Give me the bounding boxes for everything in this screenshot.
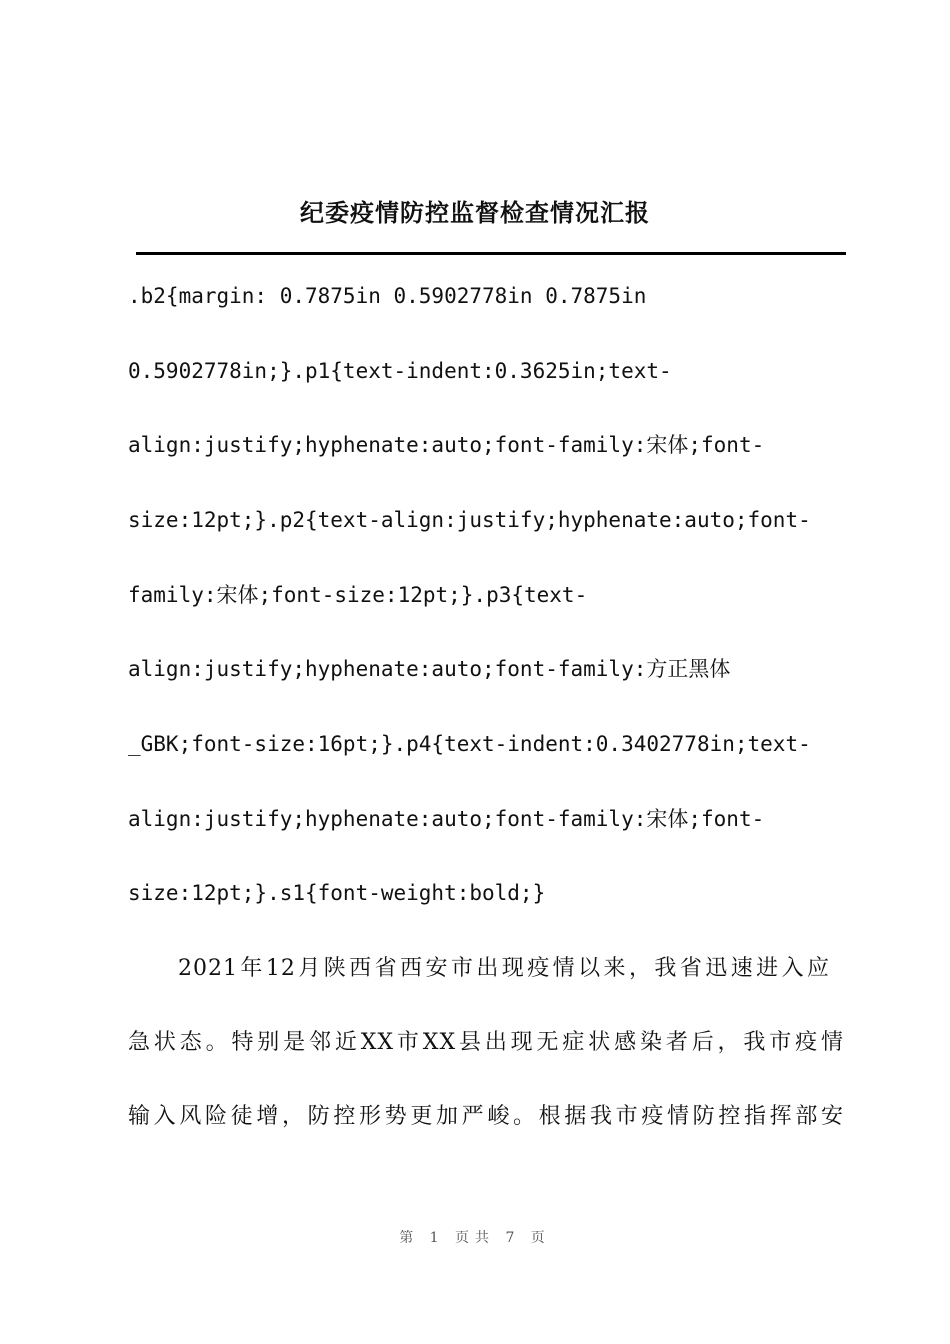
css-text-line: .b2{margin: 0.7875in 0.5902778in 0.7875in	[128, 284, 647, 308]
css-text-line: align:justify;hyphenate:auto;font-family:宋体;font-	[128, 433, 765, 457]
css-text-line: align:justify;hyphenate:auto;font-family:宋体;font-	[128, 807, 765, 831]
css-text-line: family:宋体;font-size:12pt;}.p3{text-	[128, 583, 588, 607]
css-text-line: align:justify;hyphenate:auto;font-family:方正黑体	[128, 657, 731, 681]
css-text-line: _GBK;font-size:16pt;}.p4{text-indent:0.3402778in;text-	[128, 732, 811, 756]
document-title: 纪委疫情防控监督检查情况汇报	[300, 198, 650, 227]
paragraph-line: 输入风险徒增，防控形势更加严峻。根据我市疫情防控指挥部安	[128, 1104, 844, 1129]
title-underline	[136, 252, 846, 255]
paragraph-line: 急状态。特别是邻近XX市XX县出现无症状感染者后，我市疫情	[128, 1030, 844, 1055]
css-text-line: size:12pt;}.s1{font-weight:bold;}	[128, 881, 546, 905]
css-text-line: size:12pt;}.p2{text-align:justify;hyphenate:auto;font-	[128, 508, 811, 532]
paragraph-line: 2021年12月陕西省西安市出现疫情以来，我省迅速进入应	[178, 956, 830, 981]
css-text-line: 0.5902778in;}.p1{text-indent:0.3625in;text-	[128, 359, 672, 383]
page-number-footer: 第 1 页共 7 页	[399, 1230, 551, 1246]
